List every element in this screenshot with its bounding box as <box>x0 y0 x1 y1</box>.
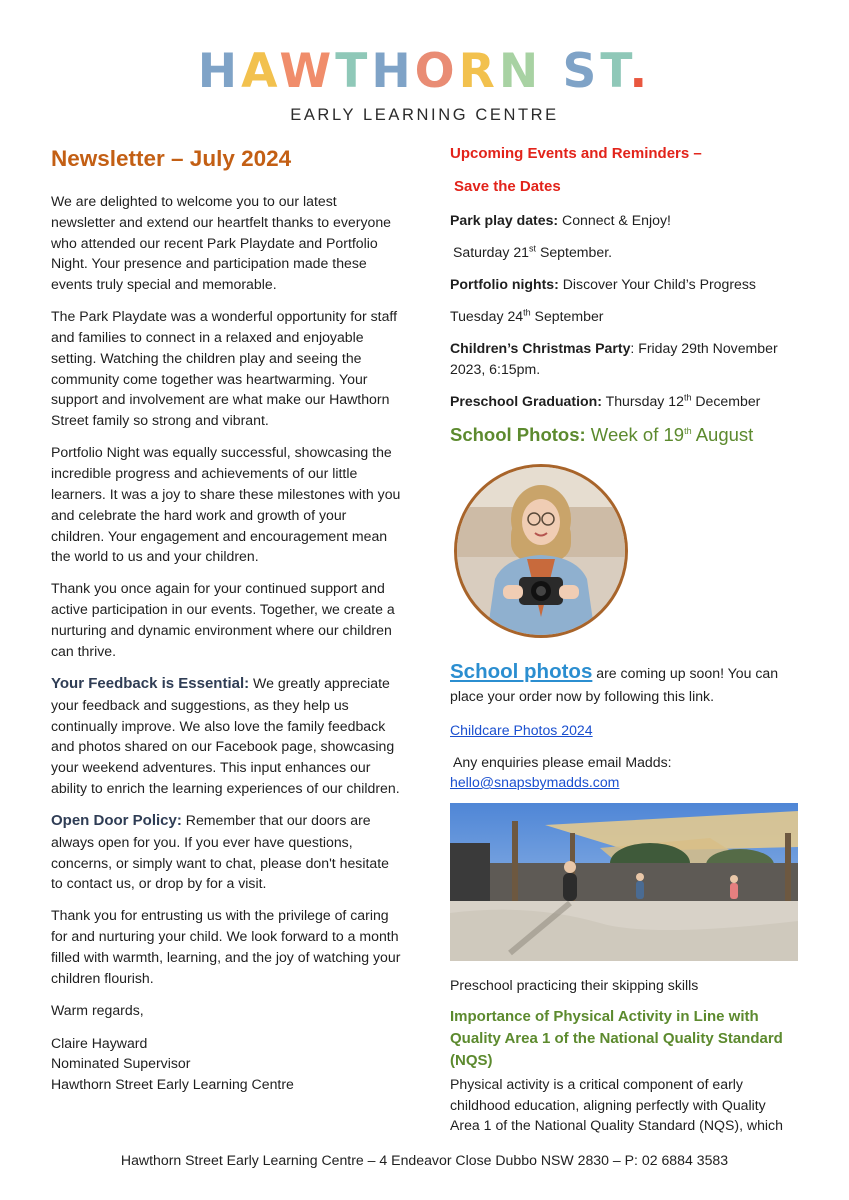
graduation-line <box>450 391 760 412</box>
portrait-illustration <box>457 467 625 635</box>
school-photos-paragraph <box>450 660 790 708</box>
enquiries-text: Any enquiries please email Madds: <box>453 754 672 770</box>
school-photos-month: August <box>691 424 754 445</box>
logo-letter: N <box>498 44 543 99</box>
school-photos-text: are coming up soon! You can place your order now by following this link. <box>450 665 779 704</box>
intro-paragraph: We are delighted to welcome you to our latest newsletter and extend our heartfelt thanks to everyone who attended our recent Park Playdate and Portfolio Night. Your presence and participation made these events truly special and memorable. <box>51 193 392 293</box>
feedback-paragraph <box>51 673 403 799</box>
park-date-month: September. <box>536 244 613 260</box>
childcare-photos-link[interactable]: Childcare Photos 2024 <box>450 722 593 738</box>
photo-caption: Preschool practicing their skipping skills <box>450 977 699 993</box>
newsletter-title: Newsletter – July 2024 <box>51 146 292 171</box>
portfolio-date-suffix: th <box>523 307 531 318</box>
school-photos-label: School Photos: <box>450 424 586 445</box>
park-playdate-date <box>453 242 612 263</box>
childcare-link-line <box>450 720 593 741</box>
graduation-date-suffix: th <box>683 392 692 403</box>
portfolio-night-label: Portfolio nights: <box>450 276 559 292</box>
portfolio-night-date <box>450 306 604 327</box>
feedback-lead: Your Feedback is Essential: <box>51 674 250 692</box>
park-date-suffix: st <box>529 243 537 254</box>
email-line <box>450 772 619 793</box>
christmas-party-text: : Friday 29th November 2023, 6:15pm. <box>450 340 778 377</box>
closing-salutation: Warm regards, <box>51 1001 144 1018</box>
graduation-label: Preschool Graduation: <box>450 393 602 409</box>
logo-wordmark <box>0 44 849 100</box>
open-door-text: Remember that our doors are always open for you. If you ever have questions, concerns, or simply want to chat, please don't hesitate to contact us, or drop by for a visit. <box>51 812 389 892</box>
park-playdate-label: Park play dates: <box>450 212 559 228</box>
nqs-paragraph: Physical activity is a critical component of early childhood education, aligning perfectly with Quality Area 1 of the National Quality Standard (NQS), which <box>450 1076 783 1133</box>
portfolio-date-month: September <box>530 308 604 324</box>
logo-letter: . <box>629 44 652 99</box>
email-link[interactable]: hello@snapsbymadds.com <box>450 774 620 790</box>
graduation-date-text: Thursday 12 <box>601 393 684 409</box>
christmas-party-label: Children’s Christmas Party <box>450 340 631 356</box>
logo-letter: O <box>414 44 459 99</box>
signature-role: Nominated Supervisor <box>51 1055 191 1072</box>
park-date-text: Saturday 21 <box>453 244 530 260</box>
open-door-lead: Open Door Policy: <box>51 812 182 829</box>
closing-paragraph: Thank you for entrusting us with the privilege of caring for and nurturing your child. We look forward to a month filled with warmth, learning, and the joy of watching your children flourish. <box>51 907 401 986</box>
logo-letter: W <box>279 44 336 99</box>
logo-letter: S <box>562 44 601 99</box>
school-photos-suffix: th <box>684 425 692 436</box>
signature-organisation: Hawthorn Street Early Learning Centre <box>51 1076 294 1093</box>
thanks-paragraph: Thank you once again for your continued support and active participation in our events. Together, we create a nurturing and dynamic environment where our children can thrive. <box>51 580 395 659</box>
logo-letter: R <box>458 44 499 99</box>
portfolio-paragraph: Portfolio Night was equally successful, showcasing the incredible progress and achievements of our little learners. It was a joy to share these milestones with you and celebrate the hard work and growth of your children. Your engagement and encouragement mean the world to us and your children. <box>51 444 401 565</box>
logo-letter <box>542 44 562 99</box>
park-playdate-text: Connect & Enjoy! <box>558 212 671 228</box>
signature-name: Claire Hayward <box>51 1034 148 1051</box>
school-photos-heading <box>450 423 753 447</box>
photographer-portrait <box>454 464 628 638</box>
feedback-text: We greatly appreciate your feedback and suggestions, as they help us continually improve. We also love the family feedback and photos shared on our Facebook page, showcasing your weekend adventures. This input enhances our ability to enrich the learning experiences of our children. <box>51 674 400 796</box>
logo-letter: H <box>371 44 415 99</box>
save-dates-heading: Save the Dates <box>454 178 561 195</box>
events-heading: Upcoming Events and Reminders – <box>450 145 702 162</box>
playdate-paragraph: The Park Playdate was a wonderful opportunity for staff and families to connect in a relaxed and enjoyable setting. Watching the children play and seeing the community come together was heartwarming. Your support and involvement are what make our Hawthorn Street family so strong and vibrant. <box>51 308 398 429</box>
logo-letter: T <box>600 44 630 99</box>
open-door-paragraph <box>51 810 403 894</box>
school-photos-link[interactable]: School photos <box>450 660 593 683</box>
logo-subtitle: EARLY LEARNING CENTRE <box>290 106 559 124</box>
portfolio-night-line <box>450 274 756 295</box>
left-column <box>51 144 403 1095</box>
logo-letter: A <box>241 44 280 99</box>
portfolio-date-text: Tuesday 24 <box>450 308 524 324</box>
portfolio-night-text: Discover Your Child’s Progress <box>558 276 756 292</box>
playground-photo <box>450 803 798 961</box>
logo-letter: T <box>335 44 372 99</box>
graduation-date-month: December <box>691 393 761 409</box>
signature-block <box>51 1033 403 1095</box>
footer-contact: Hawthorn Street Early Learning Centre – 4 Endeavor Close Dubbo NSW 2830 – P: 02 6884 3583 <box>120 1152 729 1168</box>
school-photos-week: Week of 19 <box>585 424 685 445</box>
playground-illustration <box>450 803 798 961</box>
nqs-heading: Importance of Physical Activity in Line with Quality Area 1 of the National Quality Standard (NQS) <box>450 1008 783 1069</box>
logo-letter: H <box>197 44 242 99</box>
christmas-party-line <box>450 338 790 379</box>
park-playdate-line <box>450 210 671 231</box>
